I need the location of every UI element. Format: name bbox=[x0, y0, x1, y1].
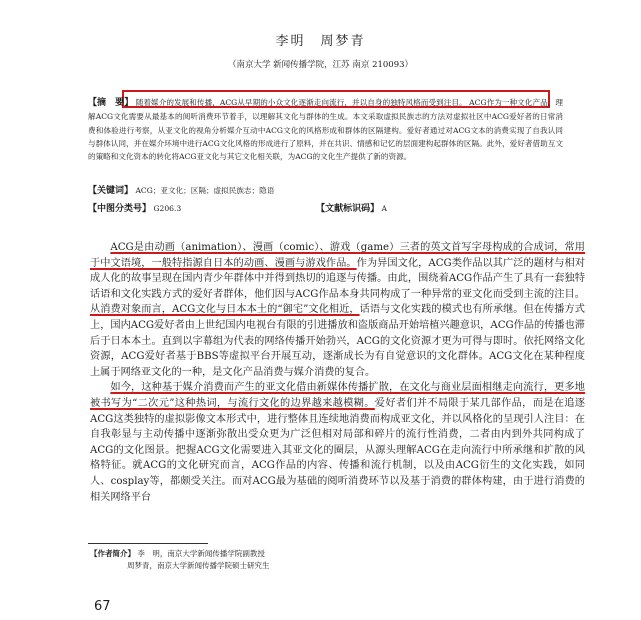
abstract bbox=[88, 96, 563, 163]
underline-1: ACG是由动画（animation）、漫画（comic）、游戏（game）三者的英文首写字母构成的合成词，常用于中文语境，一般特指源自日本的动画、漫画与游戏作品。 bbox=[90, 242, 585, 269]
author-note-1 bbox=[90, 548, 490, 559]
paragraph-2 bbox=[90, 380, 585, 505]
abstract-label: 【摘 要】 bbox=[88, 98, 134, 108]
class-label: 【中图分类号】 bbox=[88, 204, 152, 214]
author-1: 李 明，南京大学新闻传播学院副教授 bbox=[137, 549, 265, 558]
footnote-rule bbox=[88, 543, 208, 544]
author-note-2: 周梦青，南京大学新闻传播学院硕士研究生 bbox=[127, 561, 270, 570]
keywords-text: ACG；亚文化；区隔；虚拟民族志；隐语 bbox=[135, 186, 275, 195]
keywords-label: 【关键词】 bbox=[88, 186, 134, 196]
p1-middle: 作为异国文化，ACG类作品以其广泛的题材与相对成人化的故事呈现在国内青少年群体中并得到热切的追逐与传播。由此，围绕着ACG作品产生了具有一套独特话语和文化实践方式的爱好者群体，他们因与ACG作品本身共同构成了一种异常的亚文化而受到主流的注目。 bbox=[90, 257, 586, 300]
paragraph-1 bbox=[90, 240, 585, 380]
author-note-label: 【作者简介】 bbox=[90, 549, 135, 558]
p2-end: 爱好者们并不局限于某几部作品，而是在追逐ACG这类独特的虚拟影像文本形式中，进行整体且连续地消费而构成亚文化，并以风格化的呈现引人注目：在自我彰显与主动传播中逐渐弥散出受众更为广泛但相对局部和碎片的流行性消费，二者由内到外共同构成了ACG的文化图景。把握ACG文化需要进入其亚文化的圈层，从源头理解ACG在走向流行中所承继和扩散的风格特征。就ACG的文化研究而言，ACG作品的内容、传播和流行机制，以及由ACG衍生的文化实践，如同人、cosplay等，都颇受关注。而对ACG最为基础的阅听消费环节以及基于消费的群体构建，由于进行消费的相关网络平台 bbox=[90, 397, 585, 503]
classification bbox=[88, 202, 563, 216]
keywords bbox=[88, 184, 563, 198]
affiliation: （南京大学 新闻传播学院，江苏 南京 210093） bbox=[227, 60, 414, 70]
abstract-rest: ACG作为一种文化产品，理解ACG文化需要从最基本的阅听消费环节着手，以理解其文化与群体的生成。本文采取虚拟民族志的方法对虚拟社区中ACG爱好者的日常消费和体验进行考察，从亚文化的视角分析媒介互动中ACG文化的风格形成和群体的区隔建构。爱好者通过对ACG文本的消费实现了自我认同与群体认同，并在媒介环境中进行ACG文化风格的形成进行了原料，并在共识、情感和记忆的层面建构起群体的区隔。此外，爱好者借助互文的策略和文化资本的转化将ACG亚文化与其它文化相关联，为ACG的文化生产提供了新的资源。 bbox=[88, 98, 563, 162]
p1-end: 话语与文化实践的模式也有所承继。但在传播方式上，国内ACG爱好者由上世纪国内电视台有限的引进播放和盗版商品开始培植兴趣意识，ACG作品的传播也滞后于日本本土。直到以字幕组为代表的网络传播开始勃兴，ACG的文化资源才更为可得与即时。依托网络文化资源，ACG爱好者基于BBS等虚拟平台开展互动，逐渐成长为有自觉意识的文化群体。ACG文化在某种程度上属于网络亚文化的一种，是文化产品消费与媒介消费的复合。 bbox=[90, 304, 585, 378]
underline-3: 如今，这种基于媒介消费而产生的亚文化借由新媒体传播扩散，在文化与商业层面相继走向流行，更多地被书写为“二次元”这种热词，与流行文化的边界越来越模糊。 bbox=[90, 382, 585, 409]
underline-2: 从消费对象而言，ACG文化与日本本土的“御宅”文化相近， bbox=[90, 304, 360, 316]
doc-code-label: 【文献标识码】 bbox=[316, 204, 380, 214]
doc-code-value: A bbox=[381, 204, 388, 213]
authors: 李明 周梦青 bbox=[275, 34, 366, 49]
body-text bbox=[90, 240, 585, 505]
abstract-highlighted: 随着媒介的发展和传播，ACG从早期的小众文化逐渐走向流行，并以自身的独特风格而受到注目。 bbox=[135, 98, 467, 107]
class-value: G206.3 bbox=[153, 204, 182, 213]
page-number: 67 bbox=[94, 599, 111, 614]
